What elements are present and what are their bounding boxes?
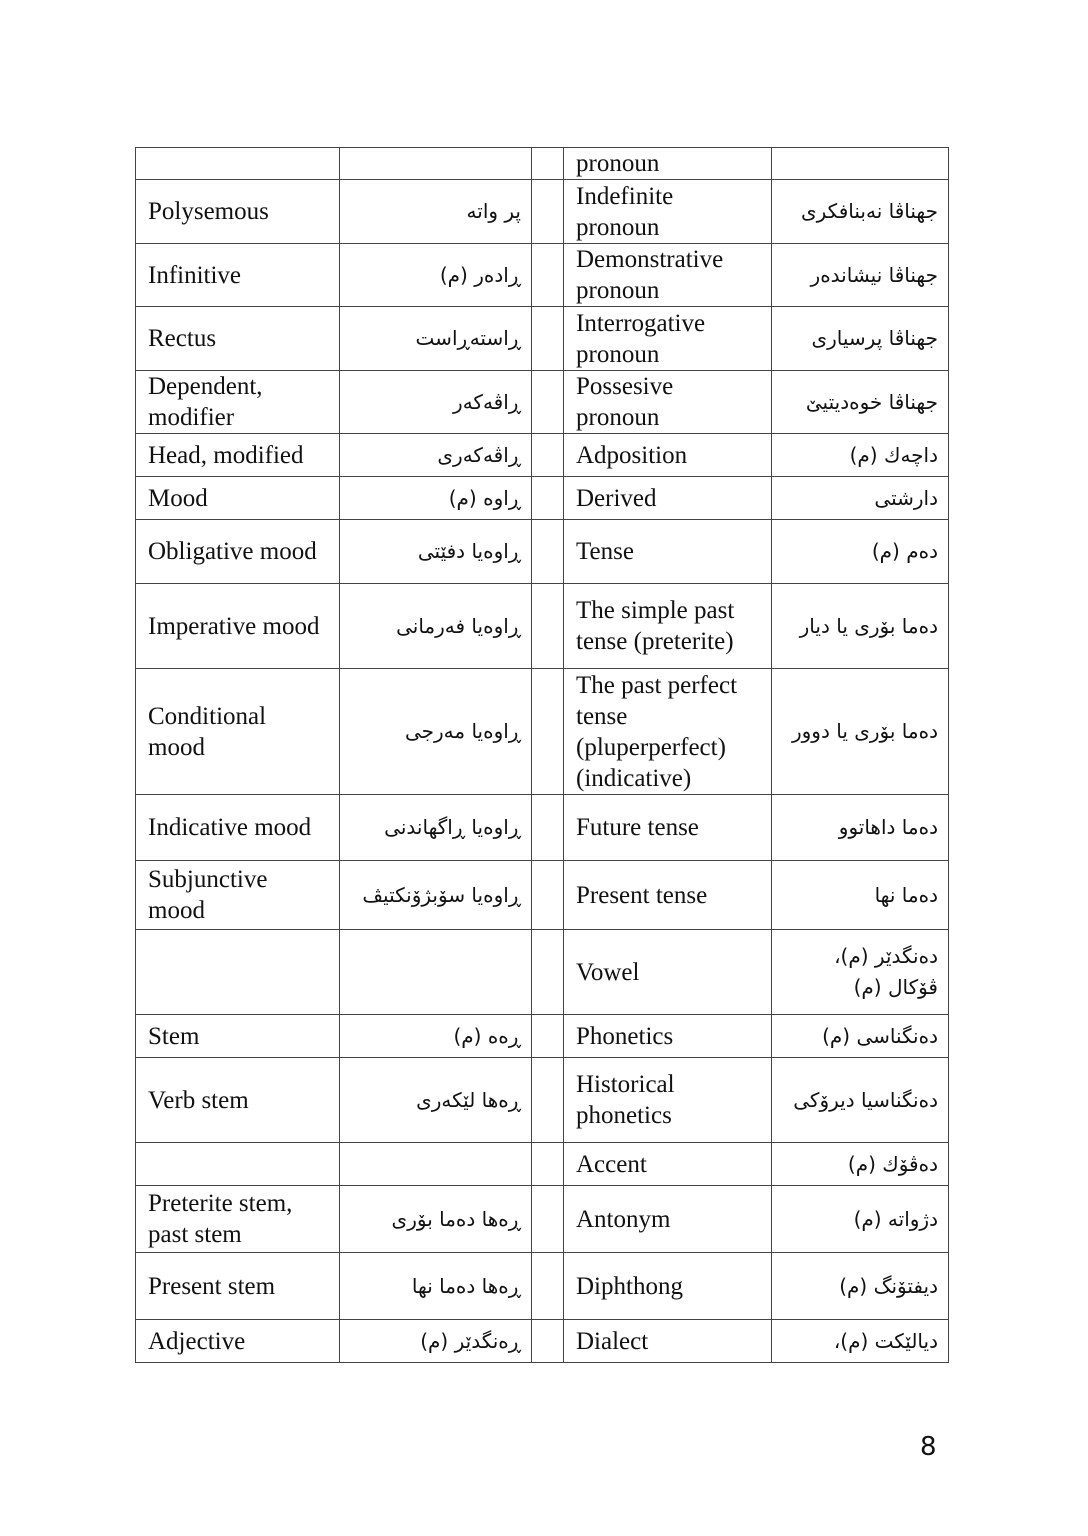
kurdish-term-cell: دەنگناسیا دیرۆکی [772, 1058, 949, 1143]
english-term-cell [136, 930, 340, 1015]
kurdish-term-cell: ڕاوەیا ڕاگهاندنی [340, 795, 532, 861]
kurdish-term-cell: دەڤۆك (م) [772, 1143, 949, 1186]
kurdish-term-cell: ڕاوەیا سۆبژۆنکتیڤ [340, 861, 532, 930]
table-row [136, 1186, 949, 1253]
kurdish-term-cell: دەما داهاتوو [772, 795, 949, 861]
kurdish-term-cell: ڕەها لێکەری [340, 1058, 532, 1143]
kurdish-term-cell [340, 1143, 532, 1186]
kurdish-term-cell: دەما نها [772, 861, 949, 930]
english-term-cell: Present stem [136, 1253, 340, 1320]
spacer-cell [532, 1015, 564, 1058]
english-term-cell: Mood [136, 477, 340, 520]
kurdish-term-cell: دژواتە (م) [772, 1186, 949, 1253]
english-term-cell: Indefinite pronoun [564, 180, 772, 244]
english-term-cell: Subjunctive mood [136, 861, 340, 930]
english-term-cell: Interrogative pronoun [564, 307, 772, 371]
glossary-table [135, 147, 949, 1363]
table-row [136, 520, 949, 584]
english-term-cell: Indicative mood [136, 795, 340, 861]
table-row [136, 180, 949, 244]
kurdish-term-cell: دیالێکت (م)، [772, 1320, 949, 1363]
table-row [136, 434, 949, 477]
english-term-cell [136, 148, 340, 180]
kurdish-term-cell: دیفتۆنگ (م) [772, 1253, 949, 1320]
spacer-cell [532, 477, 564, 520]
kurdish-term-cell: ڕاوەیا دفێتی [340, 520, 532, 584]
table-row [136, 307, 949, 371]
spacer-cell [532, 371, 564, 434]
spacer-cell [532, 244, 564, 307]
english-term-cell: pronoun [564, 148, 772, 180]
kurdish-term-cell: دەما بۆری یا دیار [772, 584, 949, 669]
english-term-cell: Future tense [564, 795, 772, 861]
kurdish-term-cell: ڕاستەڕاست [340, 307, 532, 371]
table-row [136, 371, 949, 434]
table-row [136, 1253, 949, 1320]
english-term-cell: Dialect [564, 1320, 772, 1363]
spacer-cell [532, 180, 564, 244]
english-term-cell: Infinitive [136, 244, 340, 307]
kurdish-term-cell: جهناڤا نیشاندەر [772, 244, 949, 307]
kurdish-term-cell: پر واتە [340, 180, 532, 244]
table-row [136, 1320, 949, 1363]
kurdish-term-cell: ڕاڤەکەری [340, 434, 532, 477]
spacer-cell [532, 669, 564, 795]
page-number: 8 [920, 1432, 937, 1462]
table-row [136, 795, 949, 861]
english-term-cell: Conditional mood [136, 669, 340, 795]
spacer-cell [532, 520, 564, 584]
kurdish-term-cell: دەم (م) [772, 520, 949, 584]
english-term-cell: Dependent, modifier [136, 371, 340, 434]
english-term-cell: The simple past tense (preterite) [564, 584, 772, 669]
english-term-cell: Adjective [136, 1320, 340, 1363]
table-row [136, 584, 949, 669]
spacer-cell [532, 930, 564, 1015]
english-term-cell: Obligative mood [136, 520, 340, 584]
english-term-cell: Demonstrative pronoun [564, 244, 772, 307]
english-term-cell: Vowel [564, 930, 772, 1015]
english-term-cell: Antonym [564, 1186, 772, 1253]
kurdish-term-cell: جهناڤا خوەدیتیێ [772, 371, 949, 434]
spacer-cell [532, 148, 564, 180]
kurdish-term-cell: دەما بۆری یا دوور [772, 669, 949, 795]
kurdish-term-cell [340, 148, 532, 180]
table-row [136, 1015, 949, 1058]
table-row [136, 244, 949, 307]
english-term-cell [136, 1143, 340, 1186]
kurdish-term-cell: جهناڤا نەبنافکری [772, 180, 949, 244]
table-row [136, 1058, 949, 1143]
spacer-cell [532, 1058, 564, 1143]
kurdish-term-cell: ڕادەر (م) [340, 244, 532, 307]
english-term-cell: Present tense [564, 861, 772, 930]
english-term-cell: Head, modified [136, 434, 340, 477]
english-term-cell: Verb stem [136, 1058, 340, 1143]
spacer-cell [532, 1253, 564, 1320]
kurdish-term-cell: دارشتی [772, 477, 949, 520]
english-term-cell: Tense [564, 520, 772, 584]
english-term-cell: Derived [564, 477, 772, 520]
kurdish-term-cell: دەنگدێر (م)، ڤۆکال (م) [772, 930, 949, 1015]
table-row [136, 861, 949, 930]
kurdish-term-cell: دەنگناسی (م) [772, 1015, 949, 1058]
kurdish-term-cell [772, 148, 949, 180]
spacer-cell [532, 434, 564, 477]
english-term-cell: The past perfect tense (pluperperfect) (indicative) [564, 669, 772, 795]
english-term-cell: Phonetics [564, 1015, 772, 1058]
kurdish-term-cell: ڕاڤەکەر [340, 371, 532, 434]
english-term-cell: Stem [136, 1015, 340, 1058]
kurdish-term-cell: ڕەنگدێر (م) [340, 1320, 532, 1363]
kurdish-term-cell: ڕەها دەما بۆری [340, 1186, 532, 1253]
english-term-cell: Adposition [564, 434, 772, 477]
english-term-cell: Polysemous [136, 180, 340, 244]
kurdish-term-cell: جهناڤا پرسیاری [772, 307, 949, 371]
table-row [136, 148, 949, 180]
spacer-cell [532, 1186, 564, 1253]
spacer-cell [532, 584, 564, 669]
kurdish-term-cell: ڕاوەیا فەرمانی [340, 584, 532, 669]
kurdish-term-cell: ڕاوە (م) [340, 477, 532, 520]
table-row [136, 669, 949, 795]
table-row [136, 1143, 949, 1186]
english-term-cell: Possesive pronoun [564, 371, 772, 434]
english-term-cell: Rectus [136, 307, 340, 371]
kurdish-term-cell: ڕەه (م) [340, 1015, 532, 1058]
spacer-cell [532, 861, 564, 930]
spacer-cell [532, 1320, 564, 1363]
spacer-cell [532, 307, 564, 371]
english-term-cell: Diphthong [564, 1253, 772, 1320]
kurdish-term-cell: داچەك (م) [772, 434, 949, 477]
spacer-cell [532, 795, 564, 861]
english-term-cell: Accent [564, 1143, 772, 1186]
table-row [136, 930, 949, 1015]
english-term-cell: Historical phonetics [564, 1058, 772, 1143]
table-row [136, 477, 949, 520]
spacer-cell [532, 1143, 564, 1186]
english-term-cell: Imperative mood [136, 584, 340, 669]
english-term-cell: Preterite stem, past stem [136, 1186, 340, 1253]
kurdish-term-cell [340, 930, 532, 1015]
kurdish-term-cell: ڕەها دەما نها [340, 1253, 532, 1320]
kurdish-term-cell: ڕاوەیا مەرجی [340, 669, 532, 795]
